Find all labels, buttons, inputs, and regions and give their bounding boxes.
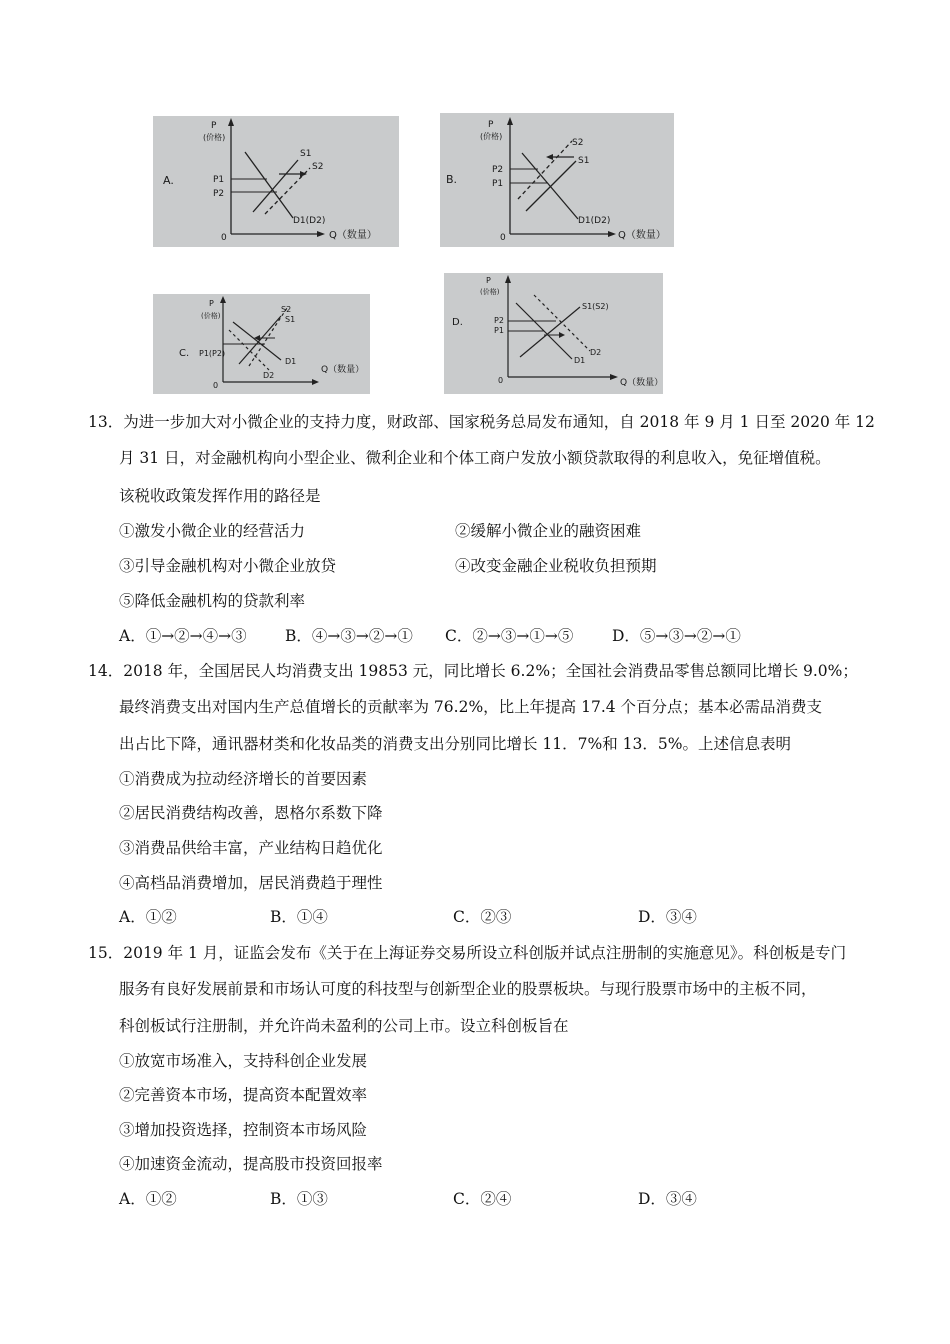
q15-option-a: A．①② [119, 1190, 177, 1208]
option-label: C. [179, 348, 190, 359]
curve-d2-label: D2 [263, 371, 275, 380]
q15-line-1: 15．2019 年 1 月，证监会发布《关于在上海证券交易所设立科创版并试点注册制的实施意见》。科创板是专门 [88, 944, 847, 962]
q14-option-d: D．③④ [638, 908, 697, 926]
price-p1-label: P1 [494, 326, 504, 335]
q-label: Q（数量） [618, 230, 666, 241]
price-p1-label: P1 [213, 175, 225, 185]
curve-s2-label: S2 [281, 305, 292, 314]
q15-line-3: 科创板试行注册制，并允许尚未盈利的公司上市。设立科创板旨在 [119, 1017, 569, 1035]
q13-option-d: D．⑤→③→②→① [612, 627, 741, 645]
q-label: Q（数量） [620, 378, 663, 388]
p-label: P [486, 276, 491, 285]
q14-item-2: ②居民消费结构改善，恩格尔系数下降 [119, 804, 383, 822]
q14-item-1: ①消费成为拉动经济增长的首要因素 [119, 770, 368, 788]
q15-option-c: C．②④ [453, 1190, 512, 1208]
curve-d1-label: D1 [574, 356, 586, 365]
q13-item-1: ①激发小微企业的经营活力 [119, 522, 306, 540]
q-label: Q（数量） [321, 365, 365, 375]
supply-curve-s2 [518, 141, 572, 199]
p-sub-label: (价格) [480, 288, 500, 296]
curve-d-label: D1(D2) [578, 216, 611, 226]
q13-line-1: 13．为进一步加大对小微企业的支持力度，财政部、国家税务总局发布通知，自 2018 年 9 月 1 日至 2020 年 12 [88, 413, 875, 431]
q15-item-4: ④加速资金流动，提高股市投资回报率 [119, 1155, 383, 1173]
q15-item-1: ①放宽市场准入，支持科创企业发展 [119, 1052, 368, 1070]
q13-line-3: 该税收政策发挥作用的路径是 [119, 487, 321, 505]
curve-d-label: D1(D2) [293, 216, 326, 226]
price-p2-label: P2 [213, 189, 225, 199]
graph-option-b [440, 113, 674, 247]
graph-option-d [444, 273, 663, 394]
curve-s2-label: S2 [572, 138, 584, 148]
q-label: Q（数量） [329, 230, 377, 241]
curve-s-label: S1(S2) [582, 302, 609, 311]
option-label: D. [452, 317, 463, 328]
p-sub-label: (价格) [203, 133, 226, 142]
supply-curve-s1 [253, 160, 298, 212]
q14-line-2: 最终消费支出对国内生产总值增长的贡献率为 76.2%，比上年提高 17.4 个百分点；基本必需品消费支 [119, 698, 823, 716]
q13-option-b: B．④→③→②→① [285, 627, 413, 645]
price-p1-label: P1 [492, 179, 504, 189]
demand-curve [245, 152, 293, 218]
q15-line-2: 服务有良好发展前景和市场认可度的科技型与创新型企业的股票板块。与现行股票市场中的主板不同， [119, 980, 817, 998]
q15-item-2: ②完善资本市场，提高资本配置效率 [119, 1086, 368, 1104]
q14-line-3: 出占比下降，通讯器材类和化妆品类的消费支出分别同比增长 11．7%和 13．5%。上述信息表明 [119, 735, 791, 753]
q14-option-c: C．②③ [453, 908, 512, 926]
p-label: P [488, 120, 494, 130]
q15-option-d: D．③④ [638, 1190, 697, 1208]
origin-label: 0 [213, 381, 219, 390]
supply-curve-s2 [249, 308, 287, 366]
price-label: P1(P2) [199, 349, 226, 358]
graph-option-a [153, 116, 399, 247]
p-sub-label: (价格) [201, 312, 221, 320]
curve-s2-label: S2 [312, 162, 324, 172]
q14-line-1: 14．2018 年，全国居民人均消费支出 19853 元，同比增长 6.2%；全国社会消费品零售总额同比增长 9.0%； [88, 662, 858, 680]
curve-s1-label: S1 [578, 156, 590, 166]
graph-option-c [153, 294, 370, 394]
curve-s1-label: S1 [300, 149, 312, 159]
q14-option-b: B．①④ [270, 908, 328, 926]
origin-label: 0 [221, 233, 227, 243]
q13-option-a: A．①→②→④→③ [119, 627, 247, 645]
p-sub-label: (价格) [480, 132, 503, 141]
price-p2-label: P2 [492, 165, 504, 175]
p-label: P [209, 299, 214, 308]
q15-item-3: ③增加投资选择，控制资本市场风险 [119, 1121, 368, 1139]
curve-s1-label: S1 [285, 315, 296, 324]
p-label: P [211, 121, 217, 131]
q13-item-4: ④改变金融企业税收负担预期 [455, 557, 657, 575]
q14-option-a: A．①② [119, 908, 177, 926]
q13-item-3: ③引导金融机构对小微企业放贷 [119, 557, 337, 575]
curve-d1-label: D1 [285, 357, 297, 366]
option-label: A. [163, 174, 174, 187]
curve-d2-label: D2 [590, 348, 602, 357]
q15-option-b: B．①③ [270, 1190, 328, 1208]
option-label: B. [446, 173, 458, 186]
origin-label: 0 [498, 376, 504, 385]
origin-label: 0 [500, 233, 506, 243]
price-p2-label: P2 [494, 316, 504, 325]
q13-option-c: C．②→③→①→⑤ [445, 627, 574, 645]
q14-item-3: ③消费品供给丰富，产业结构日趋优化 [119, 839, 383, 857]
q13-item-2: ②缓解小微企业的融资困难 [455, 522, 642, 540]
q14-item-4: ④高档品消费增加，居民消费趋于理性 [119, 874, 383, 892]
q13-line-2: 月 31 日，对金融机构向小型企业、微利企业和个体工商户发放小额贷款取得的利息收入，免征增值税。 [119, 449, 831, 467]
q13-item-5: ⑤降低金融机构的贷款利率 [119, 592, 306, 610]
supply-curve [520, 307, 580, 357]
